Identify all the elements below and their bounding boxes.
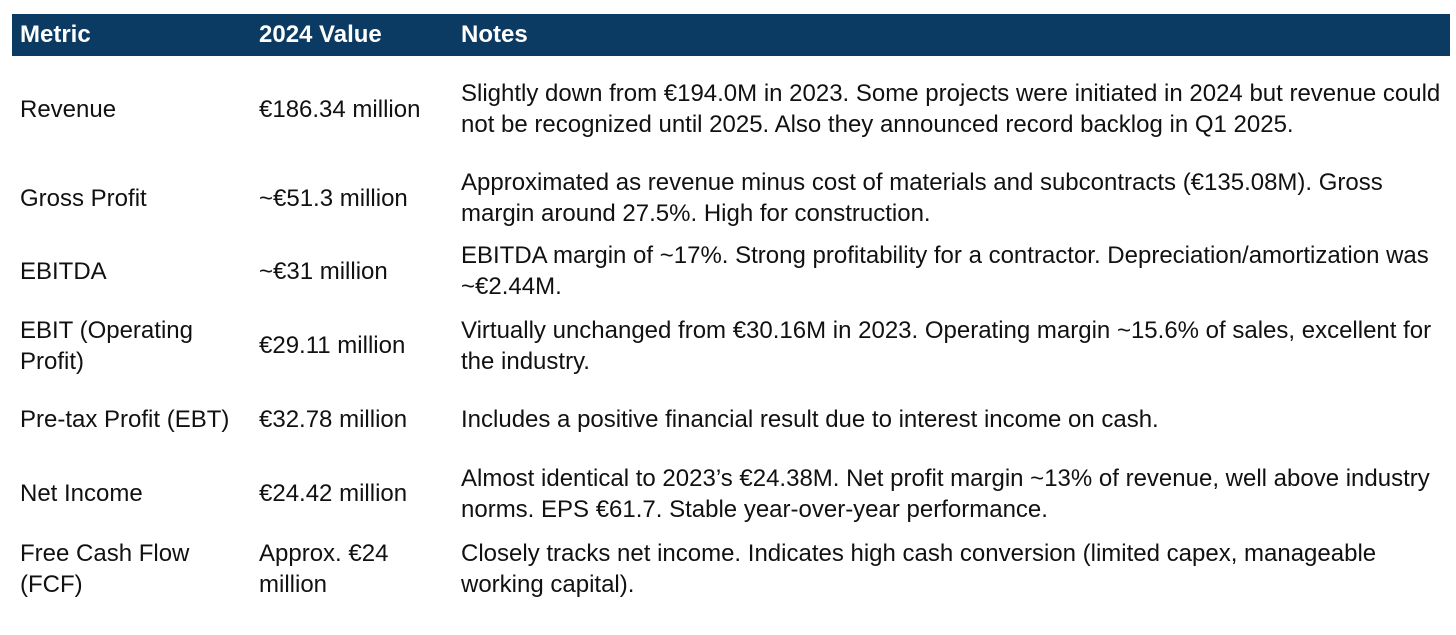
metric-cell: EBITDA (20, 257, 107, 285)
notes-cell: Includes a positive financial result due to interest income on cash. (461, 406, 1159, 433)
table-body (12, 56, 1450, 606)
value-cell: €186.34 million (259, 95, 421, 123)
metric-cell: Pre-tax Profit (EBT) (20, 406, 230, 433)
metric-cell: Net Income (20, 480, 143, 507)
notes-cell: Approximated as revenue minus cost of materials and subcontracts (€135.08M). Gross margin around 27.5%. High for construction. (461, 169, 1383, 227)
value-cell: ~€31 million (259, 257, 388, 285)
header-2024-value: 2024 Value (259, 21, 382, 48)
table-row (12, 162, 1450, 234)
header-metric: Metric (20, 21, 91, 48)
notes-cell: Almost identical to 2023’s €24.38M. Net profit margin ~13% of revenue, well above industry norms. EPS €61.7. Stable year-over-year performance. (461, 464, 1430, 523)
notes-cell: Closely tracks net income. Indicates high cash conversion (limited capex, manageable working capital). (461, 539, 1377, 598)
metric-cell: Gross Profit (20, 184, 147, 212)
metric-cell: EBIT (Operating Profit) (20, 316, 193, 375)
value-cell: Approx. €24 million (259, 539, 389, 598)
table-header (12, 14, 1450, 56)
value-cell: €24.42 million (259, 480, 408, 507)
financial-metrics-table (12, 14, 1450, 606)
metric-cell: Free Cash Flow (FCF) (20, 539, 190, 598)
table-row (12, 456, 1450, 531)
value-cell: €29.11 million (259, 332, 406, 359)
notes-cell: Virtually unchanged from €30.16M in 2023. Operating margin ~15.6% of sales, excellent for the industry. (461, 316, 1432, 375)
notes-cell: Slightly down from €194.0M in 2023. Some projects were initiated in 2024 but revenue could not be recognized until 2025. Also they announced record backlog in Q1 2025. (461, 80, 1441, 138)
value-cell: ~€51.3 million (259, 184, 408, 212)
table-row (12, 56, 1450, 162)
header-row (12, 14, 1450, 56)
financial-metrics-table-container (12, 14, 1450, 606)
value-cell: €32.78 million (259, 406, 408, 433)
notes-cell: EBITDA margin of ~17%. Strong profitability for a contractor. Depreciation/amortization was ~€2.44M. (461, 242, 1429, 300)
metric-cell: Revenue (20, 95, 117, 123)
header-notes: Notes (461, 21, 528, 48)
table-row (12, 234, 1450, 308)
table-row (12, 531, 1450, 606)
table-row (12, 308, 1450, 383)
table-row (12, 383, 1450, 456)
